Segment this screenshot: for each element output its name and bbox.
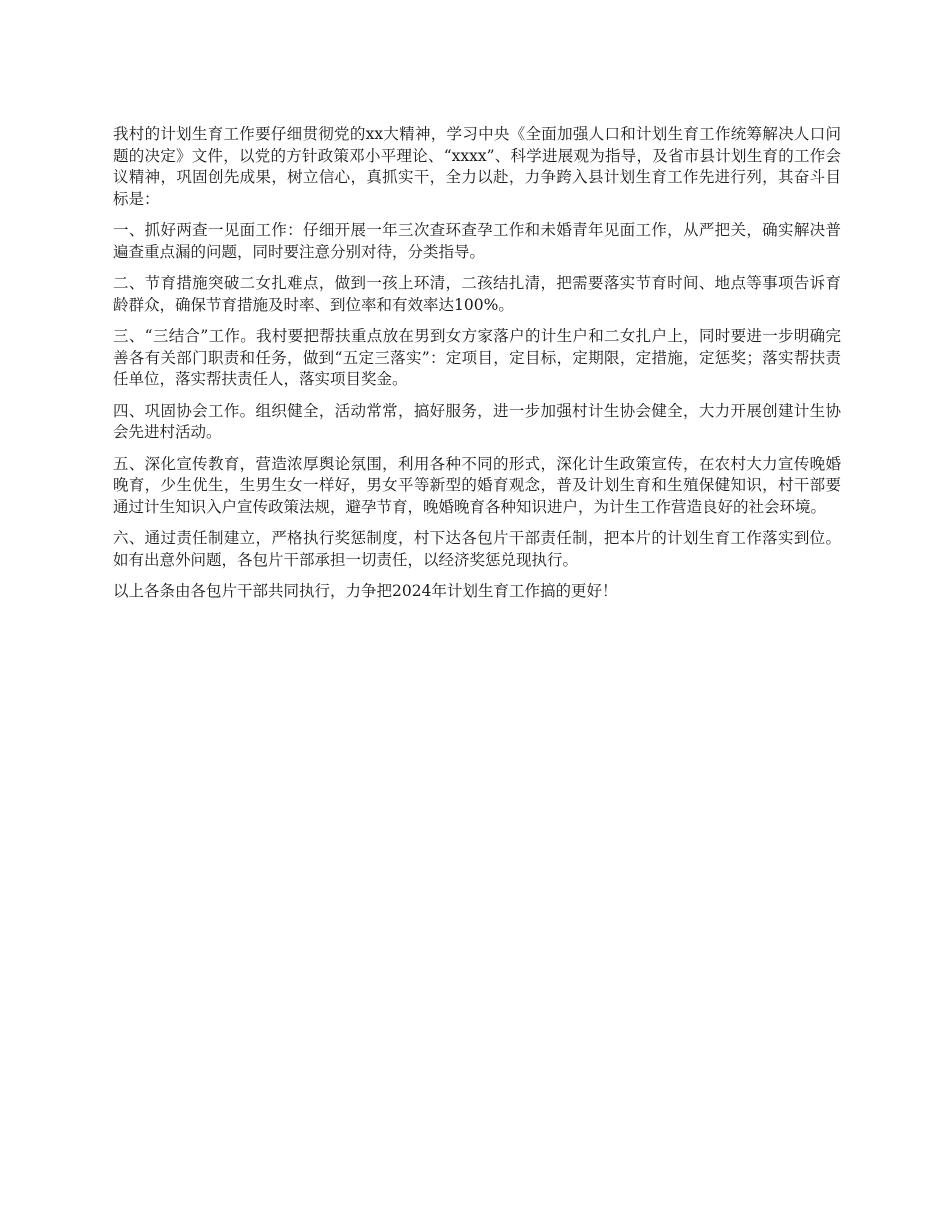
item-paragraph-5: 五、深化宣传教育，营造浓厚舆论氛围，利用各种不同的形式，深化计生政策宣传，在农村大力宣传晚婚晚育，少生优生，生男生女一样好，男女平等新型的婚育观念，普及计划生育和生殖保健知识，村干部要通过计生知识入户宣传政策法规，避孕节育，晚婚晚育各种知识进户，为计生工作营造良好的社会环境。 xyxy=(113,454,841,516)
item-paragraph-3: 三、“三结合”工作。我村要把帮扶重点放在男到女方家落户的计生户和二女扎户上，同时要进一步明确完善各有关部门职责和任务，做到“五定三落实”：定项目，定目标，定期限，定措施，定惩奖；落实帮扶责任单位，落实帮扶责任人，落实项目奖金。 xyxy=(113,327,841,388)
intro-paragraph: 我村的计划生育工作要仔细贯彻党的xx大精神，学习中央《全面加强人口和计划生育工作统筹解决人口问题的决定》文件，以党的方针政策邓小平理论、“xxxx”、科学进展观为指导，及省市县计划生育的工作会议精神，巩固创先成果，树立信心，真抓实干，全力以赴，力争跨入县计划生育工作先进行列，其奋斗目标是： xyxy=(113,125,841,208)
document-body xyxy=(113,124,841,613)
item-paragraph-1: 一、抓好两查一见面工作：仔细开展一年三次查环查孕工作和未婚青年见面工作，从严把关，确实解决普遍查重点漏的问题，同时要注意分别对待，分类指导。 xyxy=(113,221,841,261)
item-paragraph-4: 四、巩固协会工作。组织健全，活动常常，搞好服务，进一步加强村计生协会健全，大力开展创建计生协会先进村活动。 xyxy=(113,401,841,441)
closing-paragraph: 以上各条由各包片干部共同执行，力争把2024年计划生育工作搞的更好！ xyxy=(113,582,618,600)
item-paragraph-6: 六、通过责任制建立，严格执行奖惩制度，村下达各包片干部责任制，把本片的计划生育工作落实到位。如有出意外问题，各包片干部承担一切责任，以经济奖惩兑现执行。 xyxy=(113,529,841,569)
item-paragraph-2: 二、节育措施突破二女扎难点，做到一孩上环清，二孩结扎清，把需要落实节育时间、地点等事项告诉育龄群众，确保节育措施及时率、到位率和有效率达100%。 xyxy=(113,274,841,314)
